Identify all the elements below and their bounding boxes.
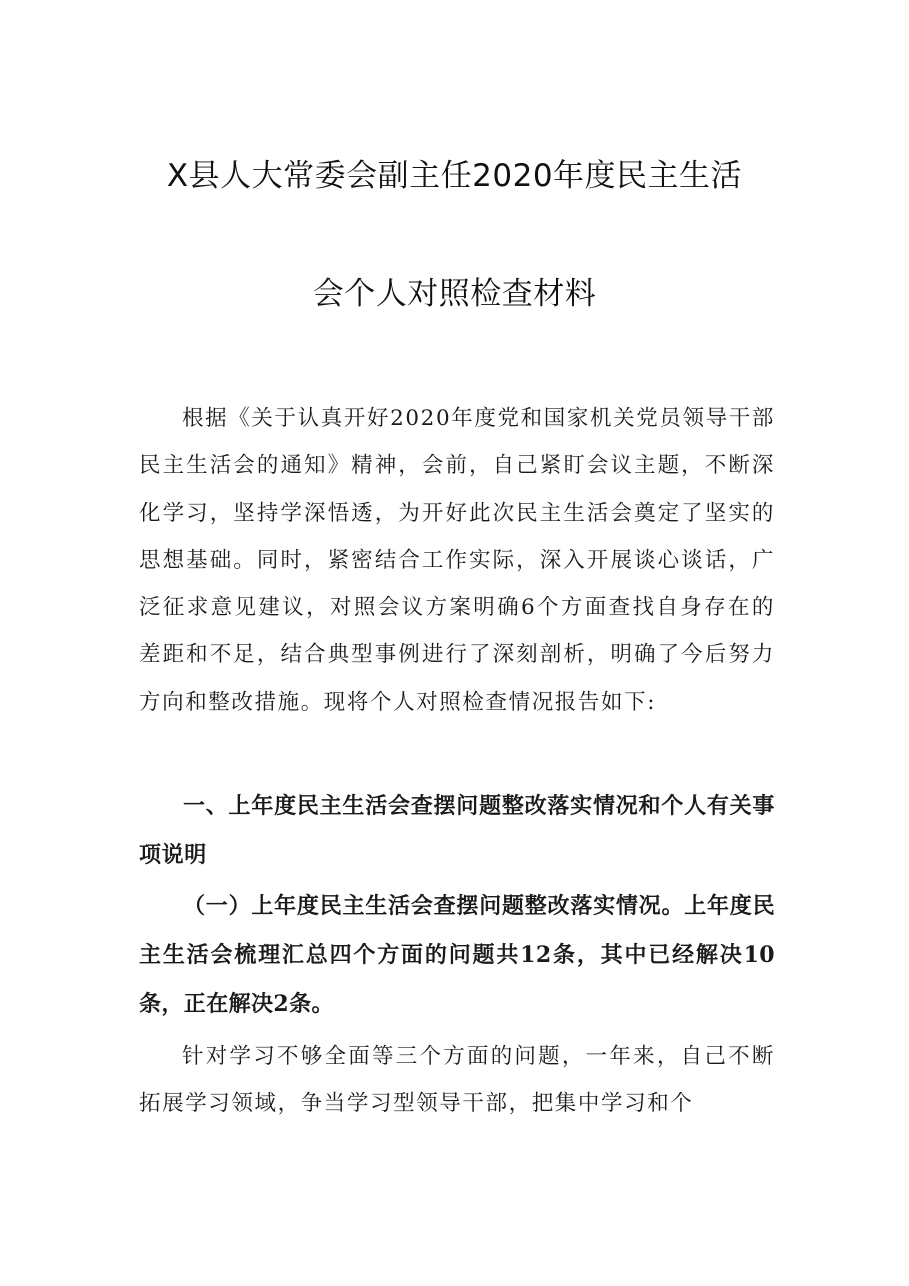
section-1-heading: 一、上年度民主生活会查摆问题整改落实情况和个人有关事项说明	[139, 794, 775, 868]
subsection-heading-block	[139, 882, 775, 1029]
study-paragraph-block	[139, 1033, 775, 1128]
section-heading-block	[139, 782, 775, 880]
intro-paragraph-block	[139, 395, 775, 726]
document-title-line-2: 会个人对照检查材料	[312, 276, 597, 312]
study-paragraph: 针对学习不够全面等三个方面的问题，一年来，自己不断拓展学习领域，争当学习型领导干部，把集中学习和个	[139, 1044, 775, 1117]
intro-paragraph: 根据《关于认真开好2020年度党和国家机关党员领导干部民主生活会的通知》精神，会前，自己紧盯会议主题，不断深化学习，坚持学深悟透，为开好此次民主生活会奠定了坚实的思想基础。同时，紧密结合工作实际，深入开展谈心谈话，广泛征求意见建议，对照会议方案明确6个方面查找自身存在的差距和不足，结合典型事例进行了深刻剖析，明确了今后努力方向和整改措施。现将个人对照检查情况报告如下:	[139, 406, 775, 715]
subsection-1-heading: （一）上年度民主生活会查摆问题整改落实情况。上年度民主生活会梳理汇总四个方面的问题共12条，其中已经解决10条，正在解决2条。	[139, 893, 775, 1017]
document-title-line-1: X县人大常委会副主任2020年度民主生活	[166, 158, 743, 194]
